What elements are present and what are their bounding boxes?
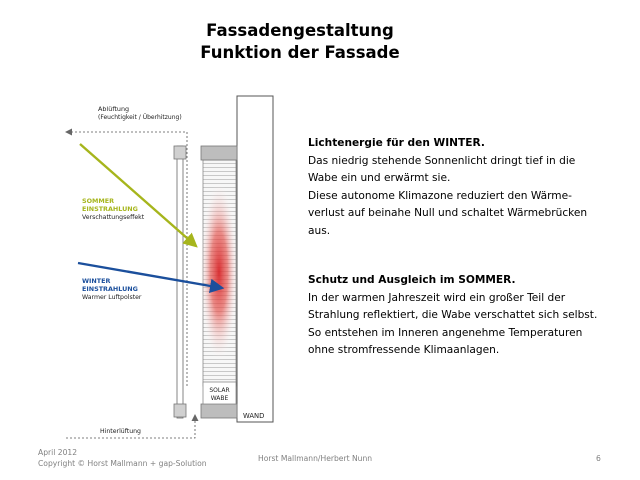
glass-top-bracket — [174, 146, 186, 159]
wall-label: WAND — [243, 412, 265, 420]
footer-copyright: Copyright © Horst Mallmann + gap-Solution — [38, 459, 207, 468]
solar-label-2: WABE — [210, 395, 229, 402]
title-line-1: Fassadengestaltung — [206, 21, 394, 40]
summer-label-1: SOMMER — [82, 197, 115, 205]
panel-top-cap — [201, 146, 237, 160]
winter-line-1: Das niedrig stehende Sonnenlicht dringt tief in die — [308, 154, 576, 167]
winter-line-3: Diese autonome Klimazone reduziert den Wärme- — [308, 189, 572, 202]
winter-label-3: Warmer Luftpolster — [82, 294, 142, 301]
exhaust-sub-label: (Feuchtigkeit / Überhitzung) — [98, 114, 182, 121]
wall — [237, 96, 273, 422]
title-line-2: Funktion der Fassade — [200, 43, 400, 62]
footer-authors: Horst Mallmann/Herbert Nunn — [258, 454, 373, 463]
winter-label-1: WINTER — [82, 277, 111, 285]
exhaust-label: Ablüftung — [98, 105, 130, 113]
solar-label-1: SOLAR — [209, 387, 230, 394]
winter-line-4: verlust auf beinahe Null und schaltet Wärmebrücken — [308, 207, 588, 220]
summer-line-3: So entstehen im Inneren angenehme Temperaturen — [308, 326, 583, 339]
summer-text-block — [308, 272, 638, 360]
summer-line-4: ohne stromfressende Klimaanlagen. — [308, 344, 500, 357]
glass-bottom-bracket — [174, 404, 186, 417]
winter-line-5: aus. — [308, 224, 331, 237]
summer-label-3: Verschattungseffekt — [82, 214, 145, 221]
footer-date: April 2012 — [38, 448, 78, 457]
winter-line-2: Wabe ein und erwärmt sie. — [308, 172, 451, 185]
heat-glow — [200, 182, 238, 362]
rear-ventilation-label: Hinterlüftung — [100, 428, 141, 435]
summer-line-1: In der warmen Jahreszeit wird ein großer Teil der — [308, 291, 566, 304]
page-number: 6 — [596, 454, 601, 463]
winter-text-block — [308, 135, 638, 241]
summer-line-2: Strahlung reflektiert, die Wabe verschattet sich selbst. — [308, 309, 598, 322]
panel-bottom-cap — [201, 404, 237, 418]
winter-label-2: EINSTRAHLUNG — [82, 285, 138, 293]
footer-left — [38, 447, 207, 469]
summer-label-2: EINSTRAHLUNG — [82, 205, 138, 213]
exhaust-air-path — [66, 132, 187, 386]
summer-heading: Schutz und Ausgleich im SOMMER. — [308, 274, 516, 286]
winter-heading: Lichtenergie für den WINTER. — [308, 137, 485, 149]
